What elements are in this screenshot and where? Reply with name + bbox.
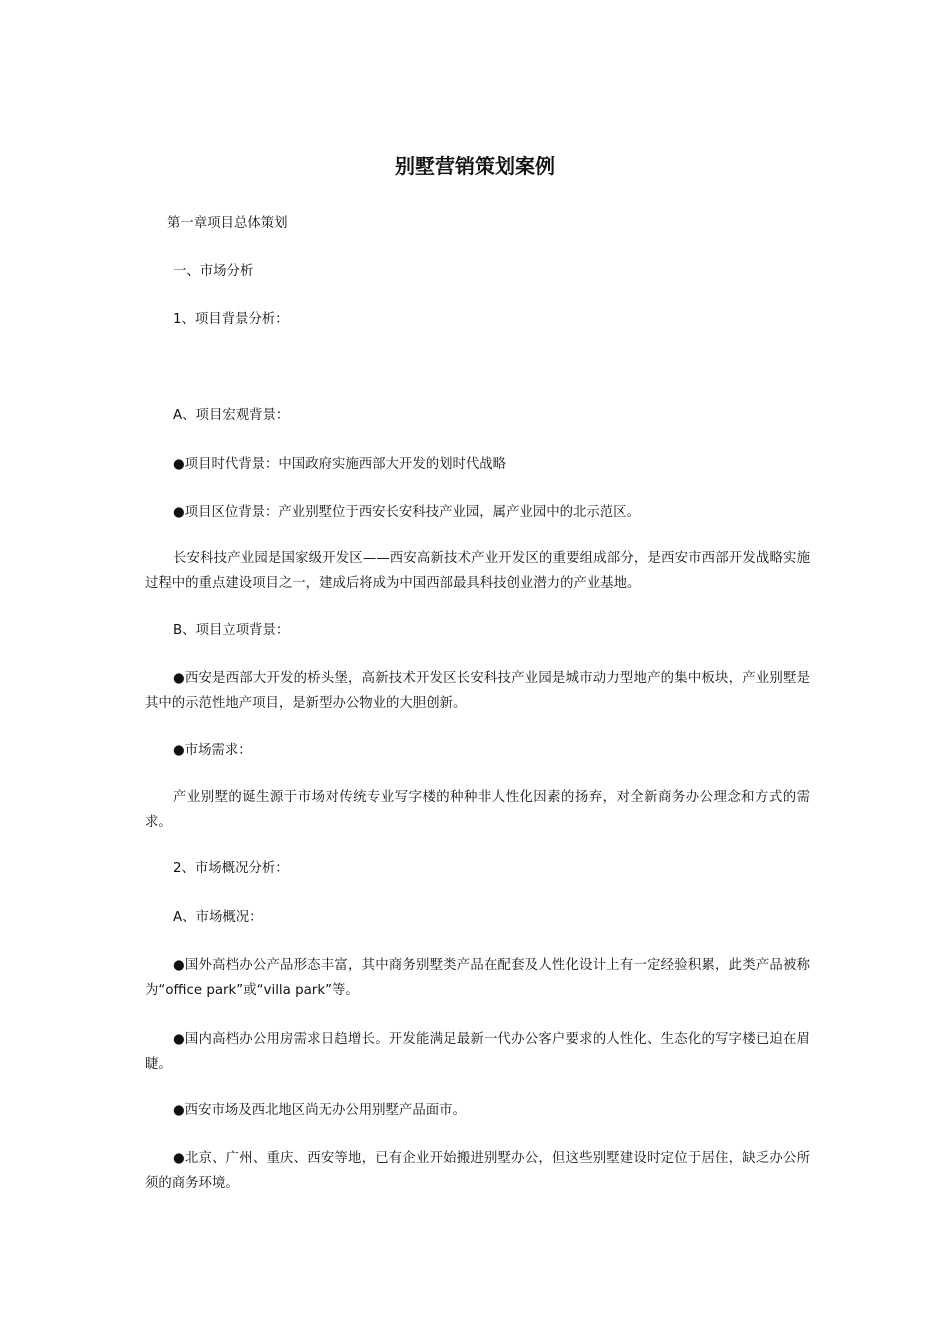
body-paragraph: 长安科技产业园是国家级开发区——西安高新技术产业开发区的重要组成部分，是西安市西部开发战略实施过程中的重点建设项目之一，建成后将成为中国西部最具科技创业潜力的产业基地。 (145, 551, 810, 591)
document-title: 别墅营销策划案例 (395, 154, 555, 178)
bullet-paragraph: ●国内高档办公用房需求日趋增长。开发能满足最新一代办公客户要求的人性化、生态化的写字楼已迫在眉睫。 (145, 1032, 810, 1072)
subsection-heading: A、项目宏观背景： (173, 408, 290, 423)
section-heading: 一、市场分析 (173, 264, 254, 279)
bullet-paragraph: ●西安是西部大开发的桥头堡，高新技术开发区长安科技产业园是城市动力型地产的集中板块，产业别墅是其中的示范性地产项目，是新型办公物业的大胆创新。 (145, 671, 810, 711)
bullet-paragraph: ●国外高档办公产品形态丰富，其中商务别墅类产品在配套及人性化设计上有一定经验积累，此类产品被称为“office park”或“villa park”等。 (145, 958, 810, 998)
subsection-heading: 1、项目背景分析： (173, 312, 289, 327)
subsection-heading: 2、市场概况分析： (173, 861, 289, 876)
bullet-paragraph: ●西安市场及西北地区尚无办公用别墅产品面市。 (173, 1103, 466, 1118)
subsection-heading: A、市场概况： (173, 910, 263, 925)
bullet-paragraph: ●北京、广州、重庆、西安等地，已有企业开始搬进别墅办公，但这些别墅建设时定位于居住，缺乏办公所须的商务环境。 (145, 1151, 810, 1191)
bullet-paragraph: ●项目区位背景：产业别墅位于西安长安科技产业园，属产业园中的北示范区。 (173, 505, 640, 520)
bullet-paragraph: ●市场需求： (173, 743, 252, 758)
subsection-heading: B、项目立项背景： (173, 623, 290, 638)
chapter-heading: 第一章项目总体策划 (167, 216, 288, 231)
bullet-paragraph: ●项目时代背景：中国政府实施西部大开发的划时代战略 (173, 457, 507, 472)
body-paragraph: 产业别墅的诞生源于市场对传统专业写字楼的种种非人性化因素的扬弃，对全新商务办公理念和方式的需求。 (145, 790, 810, 830)
